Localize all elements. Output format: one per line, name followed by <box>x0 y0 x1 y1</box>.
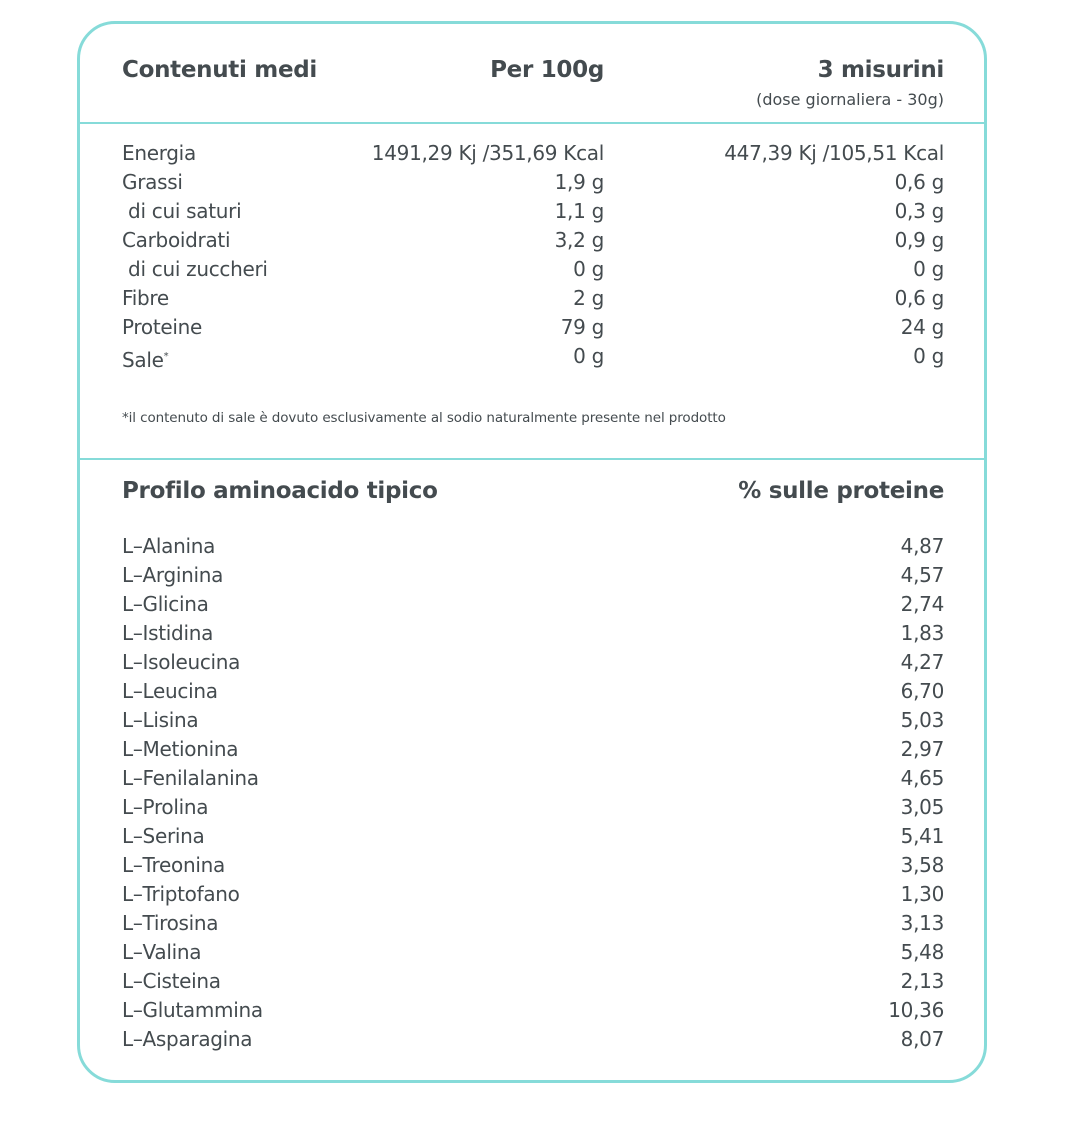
amino-percent-header: % sulle proteine <box>738 478 944 504</box>
serving-value: 447,39 Kj /105,51 Kcal <box>724 141 944 165</box>
serving-value: 0,9 g <box>894 228 944 252</box>
amino-name: L–Arginina <box>122 563 224 587</box>
per100-value: 79 g <box>560 315 604 339</box>
nutrient-label: Proteine <box>122 315 203 339</box>
amino-name: L–Prolina <box>122 795 209 819</box>
amino-value: 2,13 <box>900 969 944 993</box>
divider-middle <box>80 458 984 460</box>
per100-value: 0 g <box>573 257 604 281</box>
amino-value: 1,83 <box>900 621 944 645</box>
amino-name: L–Metionina <box>122 737 239 761</box>
nutrition-card <box>77 21 987 1083</box>
amino-value: 1,30 <box>900 882 944 906</box>
amino-value: 3,13 <box>900 911 944 935</box>
amino-name: L–Glicina <box>122 592 209 616</box>
amino-value: 4,87 <box>900 534 944 558</box>
per100-value: 1,1 g <box>554 199 604 223</box>
per100-value: 2 g <box>573 286 604 310</box>
amino-value: 10,36 <box>888 998 944 1022</box>
amino-name: L–Tirosina <box>122 911 219 935</box>
nutrition-serving-values <box>644 139 944 371</box>
nutrient-label: Sale* <box>122 348 169 372</box>
amino-name: L–Glutammina <box>122 998 263 1022</box>
amino-value: 4,27 <box>900 650 944 674</box>
amino-name: L–Istidina <box>122 621 214 645</box>
nutrient-label: Energia <box>122 141 196 165</box>
nutrient-label: Fibre <box>122 286 169 310</box>
amino-value: 5,03 <box>900 708 944 732</box>
header-serving: 3 misurini <box>817 57 944 83</box>
per100-value: 1491,29 Kj /351,69 Kcal <box>371 141 604 165</box>
amino-value: 5,41 <box>900 824 944 848</box>
amino-value: 2,97 <box>900 737 944 761</box>
per100-value: 3,2 g <box>554 228 604 252</box>
nutrition-per100-values <box>304 139 604 371</box>
amino-value: 2,74 <box>900 592 944 616</box>
amino-names <box>122 532 422 1054</box>
serving-value: 0,3 g <box>894 199 944 223</box>
amino-name: L–Serina <box>122 824 205 848</box>
amino-name: L–Lisina <box>122 708 199 732</box>
amino-name: L–Asparagina <box>122 1027 253 1051</box>
salt-footnote: *il contenuto di sale è dovuto esclusivamente al sodio naturalmente presente nel prodotto <box>122 410 726 426</box>
footnote-marker: * <box>163 351 169 362</box>
amino-name: L–Valina <box>122 940 202 964</box>
nutrient-label: di cui saturi <box>122 199 242 223</box>
amino-value: 5,48 <box>900 940 944 964</box>
header-per-100g: Per 100g <box>490 57 604 83</box>
amino-value: 4,57 <box>900 563 944 587</box>
amino-value: 4,65 <box>900 766 944 790</box>
serving-value: 0,6 g <box>894 286 944 310</box>
nutrient-label: di cui zuccheri <box>122 257 268 281</box>
header-serving-subtitle: (dose giornaliera - 30g) <box>756 90 944 109</box>
amino-value: 3,58 <box>900 853 944 877</box>
amino-value: 3,05 <box>900 795 944 819</box>
amino-profile-title: Profilo aminoacido tipico <box>122 478 438 504</box>
nutrient-label: Carboidrati <box>122 228 231 252</box>
per100-value: 1,9 g <box>554 170 604 194</box>
header-contenuti-medi: Contenuti medi <box>122 57 317 83</box>
amino-name: L–Leucina <box>122 679 218 703</box>
amino-name: L–Isoleucina <box>122 650 241 674</box>
amino-value: 8,07 <box>900 1027 944 1051</box>
amino-value: 6,70 <box>900 679 944 703</box>
amino-name: L–Alanina <box>122 534 216 558</box>
divider-top <box>80 122 984 124</box>
amino-name: L–Treonina <box>122 853 225 877</box>
serving-value: 0 g <box>913 344 944 368</box>
amino-name: L–Fenilalanina <box>122 766 259 790</box>
serving-value: 0 g <box>913 257 944 281</box>
serving-value: 0,6 g <box>894 170 944 194</box>
amino-name: L–Triptofano <box>122 882 240 906</box>
amino-values <box>744 532 944 1054</box>
amino-name: L–Cisteina <box>122 969 221 993</box>
per100-value: 0 g <box>573 344 604 368</box>
serving-value: 24 g <box>900 315 944 339</box>
nutrient-label: Grassi <box>122 170 183 194</box>
